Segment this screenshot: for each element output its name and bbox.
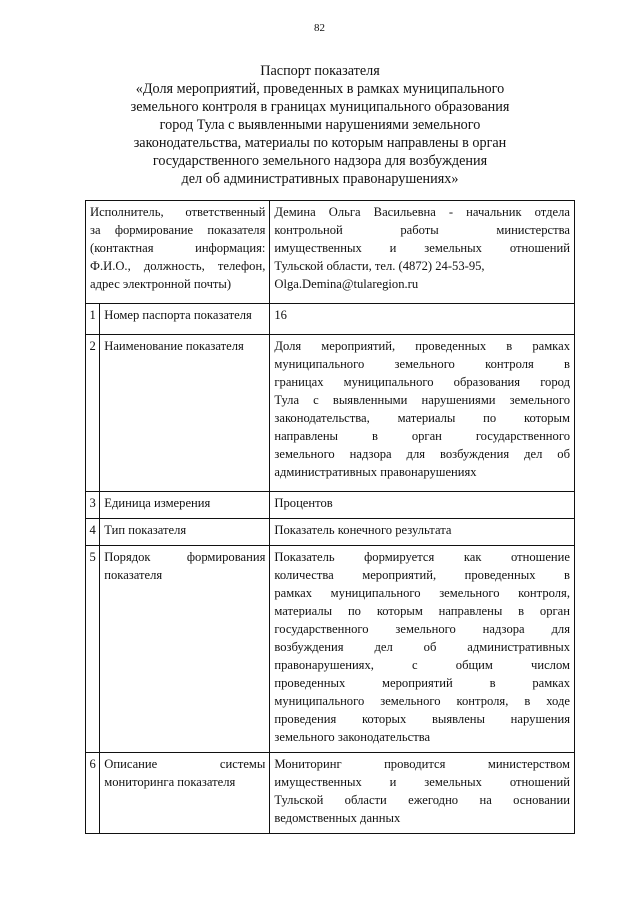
- row-value-line: земельного законодательства: [274, 730, 431, 744]
- row-value-line: границах муниципального образования город: [274, 375, 570, 389]
- row-value-line: Процентов: [274, 496, 333, 510]
- row-value-line: Показатель конечного результата: [274, 523, 452, 537]
- row-value-line: количества мероприятий, проведенных в: [274, 568, 570, 582]
- row-value-line: Доля мероприятий, проведенных в рамках: [274, 339, 570, 353]
- document-title: [95, 62, 545, 188]
- row-label-line: показателя: [104, 568, 163, 582]
- row-label-line: Наименование показателя: [104, 339, 244, 353]
- row-value-line: проведенных мероприятий в рамках: [274, 676, 570, 690]
- executor-label-line: за формирование показателя: [90, 223, 266, 237]
- row-label-line: Порядок формирования: [104, 550, 266, 564]
- title-line: земельного контроля в границах муниципального образования: [130, 99, 510, 115]
- row-label: [100, 753, 270, 834]
- row-value-line: Мониторинг проводится министерством: [274, 757, 570, 771]
- title-line: Паспорт показателя: [260, 63, 380, 79]
- row-value-line: 16: [274, 308, 287, 322]
- row-value: [270, 492, 575, 519]
- row-value-line: государственного земельного надзора для: [274, 622, 570, 636]
- row-number: 2: [86, 335, 100, 492]
- executor-value-line: контрольной работы министерства: [274, 223, 570, 237]
- executor-value-line: Демина Ольга Васильевна - начальник отдела: [274, 205, 570, 219]
- row-label: [100, 519, 270, 546]
- title-line: «Доля мероприятий, проведенных в рамках муниципального: [135, 81, 505, 97]
- row-number: 4: [86, 519, 100, 546]
- row-label: [100, 546, 270, 753]
- executor-label-line: (контактная информация:: [90, 241, 266, 255]
- executor-label-cell: [86, 201, 270, 304]
- title-line: дел об административных правонарушениях»: [181, 171, 459, 187]
- row-number: 5: [86, 546, 100, 753]
- row-label: [100, 304, 270, 335]
- row-value-line: рамках муниципального земельного контроля,: [274, 586, 570, 600]
- row-value-line: муниципального земельного контроля в: [274, 357, 570, 371]
- executor-label-line: Исполнитель, ответственный: [90, 205, 266, 219]
- row-value-line: проведения которых выявлены нарушения: [274, 712, 570, 726]
- table-row: [86, 335, 575, 492]
- executor-label-line: адрес электронной почты): [90, 277, 232, 291]
- executor-value-line: имущественных и земельных отношений: [274, 241, 570, 255]
- executor-value-cell: [270, 201, 575, 304]
- row-value-line: Тульской области ежегодно на основании: [274, 793, 570, 807]
- row-label: [100, 492, 270, 519]
- title-line: город Тула с выявленными нарушениями земельного: [159, 117, 481, 133]
- table-row: [86, 546, 575, 753]
- table-row: [86, 519, 575, 546]
- row-value-line: направлены в орган государственного: [274, 429, 570, 443]
- table-row-executor: [86, 201, 575, 304]
- row-value-line: земельного надзора для возбуждения дел об: [274, 447, 570, 461]
- row-value-line: муниципального земельного контроля, в ходе: [274, 694, 570, 708]
- row-value: [270, 546, 575, 753]
- row-value: [270, 753, 575, 834]
- row-value-line: материалы по которым направлены в орган: [274, 604, 570, 618]
- row-label-line: Тип показателя: [104, 523, 187, 537]
- row-value-line: административных правонарушениях: [274, 465, 477, 479]
- row-value-line: правонарушениях, с общим числом: [274, 658, 570, 672]
- executor-label-line: Ф.И.О., должность, телефон,: [90, 259, 266, 273]
- row-value-line: имущественных и земельных отношений: [274, 775, 570, 789]
- row-value-line: ведомственных данных: [274, 811, 401, 825]
- row-number: 3: [86, 492, 100, 519]
- table-row: [86, 753, 575, 834]
- row-number: 1: [86, 304, 100, 335]
- row-number: 6: [86, 753, 100, 834]
- row-label-line: мониторинга показателя: [104, 775, 236, 789]
- row-label-line: Описание системы: [104, 757, 266, 771]
- row-label-line: Единица измерения: [104, 496, 211, 510]
- row-value-line: возбуждения дел об административных: [274, 640, 570, 654]
- row-value-line: Показатель формируется как отношение: [274, 550, 570, 564]
- page-number: 82: [314, 22, 325, 34]
- row-value: [270, 304, 575, 335]
- row-value: [270, 335, 575, 492]
- table-row: [86, 492, 575, 519]
- executor-value-line: Тульской области, тел. (4872) 24-53-95,: [274, 259, 485, 273]
- title-line: государственного земельного надзора для возбуждения: [152, 153, 488, 169]
- row-value-line: Тула с выявленными нарушениями земельного: [274, 393, 570, 407]
- row-label: [100, 335, 270, 492]
- title-line: законодательства, материалы по которым направлены в орган: [133, 135, 507, 151]
- row-value-line: законодательства, материалы по которым: [274, 411, 570, 425]
- passport-table: [85, 200, 575, 834]
- executor-email: Olga.Demina@tularegion.ru: [274, 277, 419, 291]
- table-row: [86, 304, 575, 335]
- row-value: [270, 519, 575, 546]
- row-label-line: Номер паспорта показателя: [104, 308, 252, 322]
